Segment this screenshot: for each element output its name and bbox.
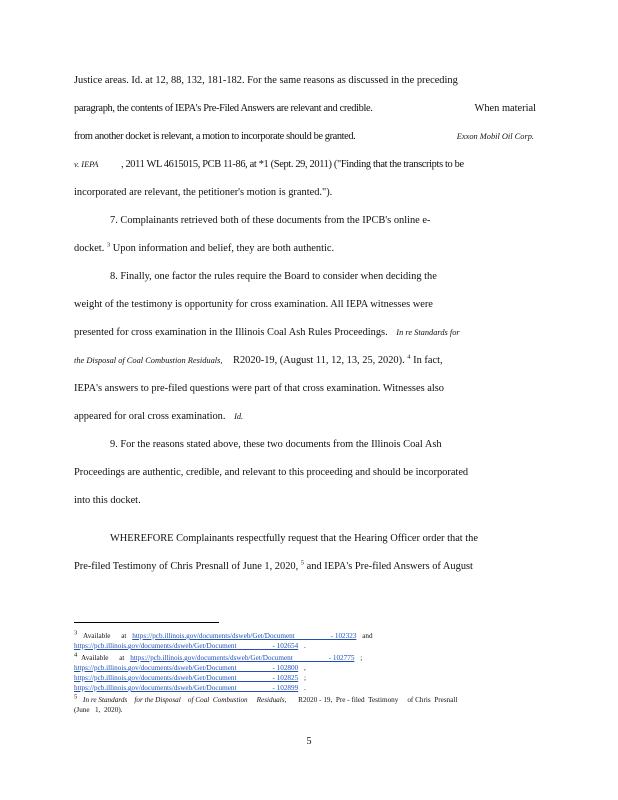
footnote-link[interactable]: https://pcb.illinois.gov/documents/dsweb/Get/Document - 102323 [132, 632, 357, 640]
footnote-link[interactable]: https://pcb.illinois.gov/documents/dsweb/Get/Document - 102654 [74, 642, 299, 650]
text-line [74, 327, 544, 339]
footnote-text: , [304, 664, 306, 672]
text-span: presented for cross examination in the Illinois Coal Ash Rules Proceedings. [74, 327, 388, 338]
text-span: In fact, [413, 355, 443, 366]
text-span: Upon information and belief, they are both authentic. [112, 243, 335, 254]
footnote-text: . [304, 642, 306, 650]
text-line: into this docket. [74, 495, 141, 506]
footnote-5 [74, 693, 544, 705]
text-line [74, 103, 544, 115]
footnote-text: and [362, 632, 373, 640]
text-span: , 2011 WL 4615015, PCB 11-86, at *1 (Sept. 29, 2011) ("Finding that the transcripts to be [120, 159, 464, 170]
footnote-link[interactable]: https://pcb.illinois.gov/documents/dsweb/Get/Document - 102775 [130, 654, 355, 662]
footnote-3-cont [74, 642, 544, 651]
text-line: weight of the testimony is opportunity for cross examination. All IEPA witnesses were [74, 299, 433, 310]
text-line [74, 355, 544, 367]
paragraph-8-line: 8. Finally, one factor the rules require the Board to consider when deciding the [110, 271, 437, 282]
footnote-text: ; [360, 654, 363, 662]
text-span: Pre-filed Testimony of Chris Presnall of June 1, 2020, [74, 561, 299, 572]
text-span: appeared for oral cross examination. [74, 411, 226, 422]
footnote-4 [74, 651, 544, 663]
footnote-text: Available at [83, 632, 127, 640]
text-span: R2020-19, (August 11, 12, 13, 25, 2020). [233, 355, 405, 366]
paragraph-7-line: 7. Complainants retrieved both of these documents from the IPCB's online e- [110, 215, 431, 226]
footnote-5-cont [74, 706, 544, 715]
text-line [74, 411, 544, 423]
text-line [74, 243, 544, 255]
text-span: When material [474, 103, 536, 114]
text-line: Justice areas. Id. at 12, 88, 132, 181-182. For the same reasons as discussed in the preceding [74, 75, 458, 86]
wherefore-line: WHEREFORE Complainants respectfully request that the Hearing Officer order that the [110, 533, 478, 544]
text-span: paragraph, the contents of IEPA's Pre-Filed Answers are relevant and credible. [74, 103, 373, 114]
case-citation: the Disposal of Coal Combustion Residuals, [74, 356, 223, 365]
text-line: incorporated are relevant, the petitioner's motion is granted."). [74, 187, 333, 198]
footnote-number: 3 [74, 629, 78, 637]
footnote-text: Available at [81, 654, 125, 662]
footnote-link[interactable]: https://pcb.illinois.gov/documents/dsweb/Get/Document - 102800 [74, 664, 299, 672]
case-citation: v. IEPA [74, 160, 99, 169]
footnote-ref[interactable]: 4 [407, 353, 411, 361]
text-line: IEPA's answers to pre-filed questions were part of that cross examination. Witnesses also [74, 383, 444, 394]
footnote-text: (June 1, 2020). [74, 706, 123, 714]
footnote-number: 4 [74, 651, 78, 659]
text-line [74, 159, 544, 171]
footnote-ref[interactable]: 5 [300, 559, 305, 567]
case-citation: In re Standards for the Disposal of Coal Combustion Residuals, [83, 696, 287, 704]
text-line [74, 131, 544, 143]
text-span: from another docket is relevant, a motion to incorporate should be granted. [74, 131, 356, 142]
footnote-4-cont [74, 674, 544, 683]
footnote-4-cont [74, 684, 544, 693]
paragraph-9-line: 9. For the reasons stated above, these two documents from the Illinois Coal Ash [110, 439, 442, 450]
footnote-text: ; [304, 674, 306, 682]
text-line [74, 561, 544, 573]
text-span: and IEPA's Pre-filed Answers of August [306, 561, 473, 572]
footnote-link[interactable]: https://pcb.illinois.gov/documents/dsweb/Get/Document - 102825 [74, 674, 299, 682]
footnote-number: 5 [74, 693, 78, 701]
case-citation: Id. [234, 412, 244, 421]
case-citation: Exxon Mobil Oil Corp. [456, 132, 534, 141]
footnote-text: R2020 - 19, Pre - filed Testimony of Chris Presnall [298, 696, 458, 704]
text-span: docket. [74, 243, 105, 254]
footnote-4-cont [74, 664, 544, 673]
footnote-3 [74, 629, 544, 641]
text-line: Proceedings are authentic, credible, and relevant to this proceeding and should be incorporated [74, 467, 469, 478]
footnote-divider [74, 622, 219, 623]
case-citation: In re Standards for [396, 328, 460, 337]
footnote-link[interactable]: https://pcb.illinois.gov/documents/dsweb/Get/Document - 102899 [74, 684, 299, 692]
footnote-text: . [304, 684, 306, 692]
page-number: 5 [306, 736, 312, 747]
footnote-ref[interactable]: 3 [106, 241, 111, 249]
